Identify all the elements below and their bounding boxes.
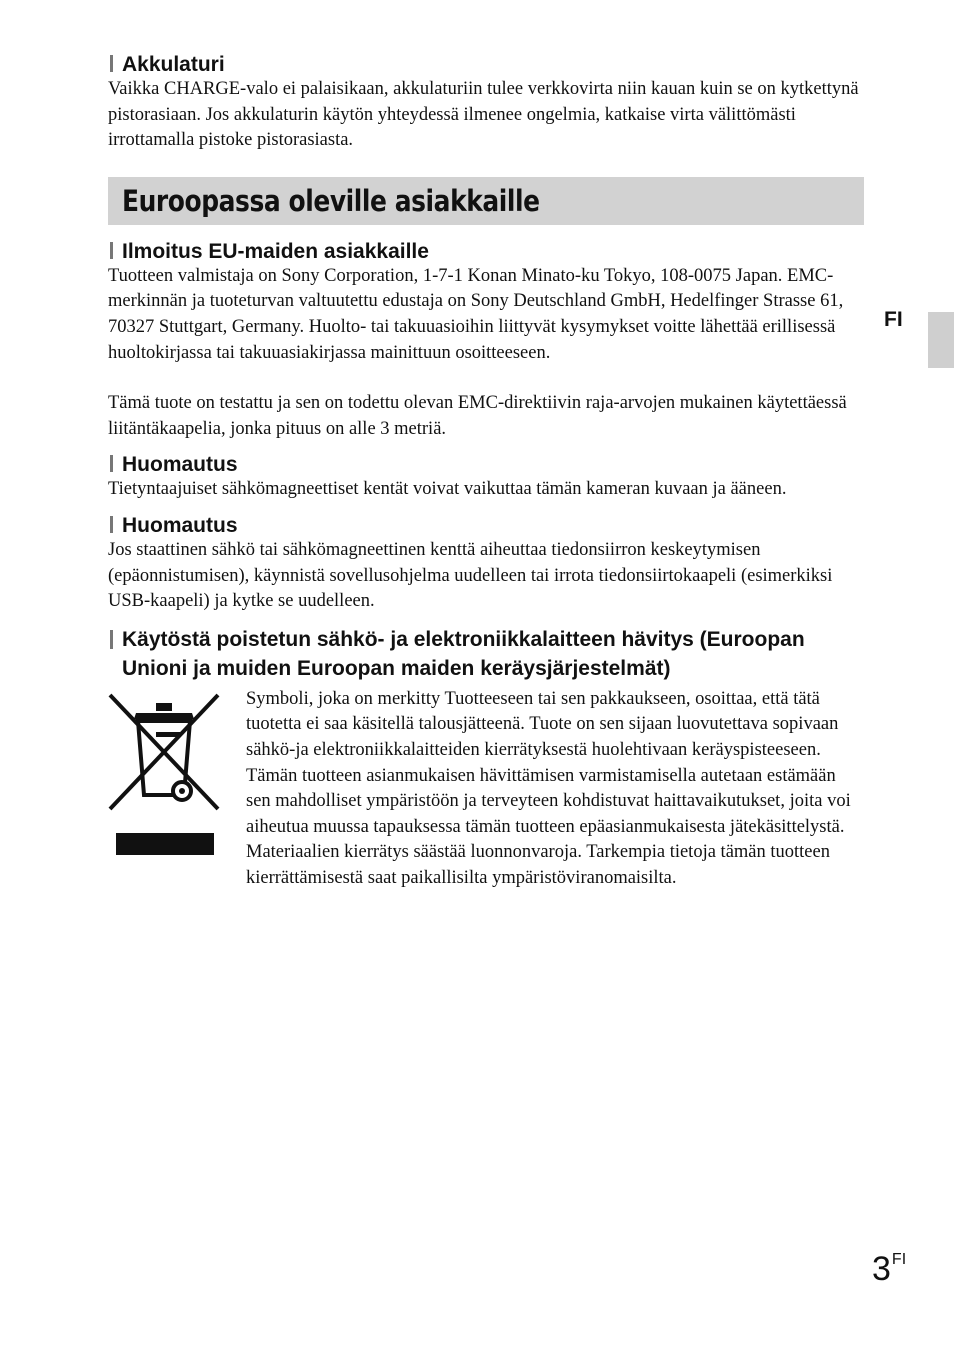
weee-block xyxy=(108,687,864,892)
heading-text: Huomautus xyxy=(122,513,238,537)
heading-text: Ilmoitus EU-maiden asiakkaille xyxy=(122,239,429,263)
huomautus-2-body: Jos staattinen sähkö tai sähkömagneettinen kenttä aiheuttaa tiedonsiirron keskeytymisen (epäonnistumisen), käynnistä sovellusohjelma uudelleen tai irrota tiedonsiirtokaapeli (esimerkiksi USB-kaapeli) ja kytke se uudelleen. xyxy=(108,539,833,612)
page-number-suffix: FI xyxy=(891,1251,907,1268)
heading-bar-icon xyxy=(110,455,113,472)
huomautus-1-body: Tietyntaajuiset sähkömagneettiset kentät voivat vaikuttaa tämän kameran kuvaan ja ääneen. xyxy=(108,479,787,500)
heading-bar-icon xyxy=(110,630,113,649)
ilmoitus-body-2: Tämä tuote on testattu ja sen on todettu olevan EMC-direktiivin raja-arvojen mukainen käytettäessä liitäntäkaapelia, jonka pituus on alle 3 metriä. xyxy=(108,393,847,439)
heading-text: Akkulaturi xyxy=(122,53,225,76)
section-heading-ilmoitus xyxy=(108,239,864,264)
heading-text: Käytöstä poistetun sähkö- ja elektroniikkalaitteen hävitys (Euroopan Unioni ja muiden Euroopan maiden keräysjärjestelmät) xyxy=(122,627,805,680)
crossed-out-wheelie-bin-icon xyxy=(108,691,220,859)
heading-bar-icon xyxy=(110,242,113,259)
section-banner xyxy=(108,177,864,225)
section-heading-weee xyxy=(108,625,864,683)
language-label: FI xyxy=(884,308,903,331)
weee-body xyxy=(108,687,864,892)
page-number-value: 3 xyxy=(872,1250,891,1288)
page-content xyxy=(108,52,864,891)
banner-title: Euroopassa oleville asiakkaille xyxy=(122,183,540,218)
section-heading-huomautus-2 xyxy=(108,513,864,538)
heading-bar-icon xyxy=(110,516,113,533)
heading-text: Huomautus xyxy=(122,453,238,477)
heading-bar-icon xyxy=(110,55,113,72)
akkulaturi-body: Vaikka CHARGE-valo ei palaisikaan, akkulaturiin tulee verkkovirta niin kauan kuin se on kytkettynä pistorasiaan. Jos akkulaturin käytön yhteydessä ilmenee ongelmia, katkaise virta välittömästi irrottamalla pistoke pistorasiasta. xyxy=(108,79,859,151)
side-tab-marker xyxy=(928,312,954,368)
section-heading-huomautus-1 xyxy=(108,452,864,477)
page-number xyxy=(872,1240,906,1289)
weee-body-text: Symboli, joka on merkitty Tuotteeseen tai sen pakkaukseen, osoittaa, että tätä tuotetta ei saa käsitellä talousjätteenä. Tuote on sen sijaan luovutettava sopivaan sähkö-ja elektroniikkalaitteiden kierrätyksestä huolehtivaan keräyspisteeseen. Tämän tuotteen asianmukaisen hävittämisen varmistamisella autetaan estämään sen mahdolliset ympäristöön ja terveyteen kohdistuvat haittavaikutukset, joita voi aiheutua muussa tapauksessa tämän tuotteen epäasianmukaisesta jätekäsittelystä. Materiaalien kierrätys säästää luonnonvaroja. Tarkempia tietoja tämän tuotteen kierrättämisestä saat paikallisilta ympäristöviranomaisilta. xyxy=(246,688,851,888)
section-heading-akkulaturi xyxy=(108,52,864,77)
ilmoitus-body-1: Tuotteen valmistaja on Sony Corporation, 1-7-1 Konan Minato-ku Tokyo, 108-0075 Japan. EMC-merkinnän ja tuoteturvan valtuutettu edustaja on Sony Deutschland GmbH, Hedelfinger Strasse 61, 70327 Stuttgart, Germany. Huolto- tai takuuasioihin liittyvät kysymykset voitte lähettää erillisessä huoltokirjassa tai takuuasiakirjassa mainittuun osoitteeseen. xyxy=(108,265,844,363)
